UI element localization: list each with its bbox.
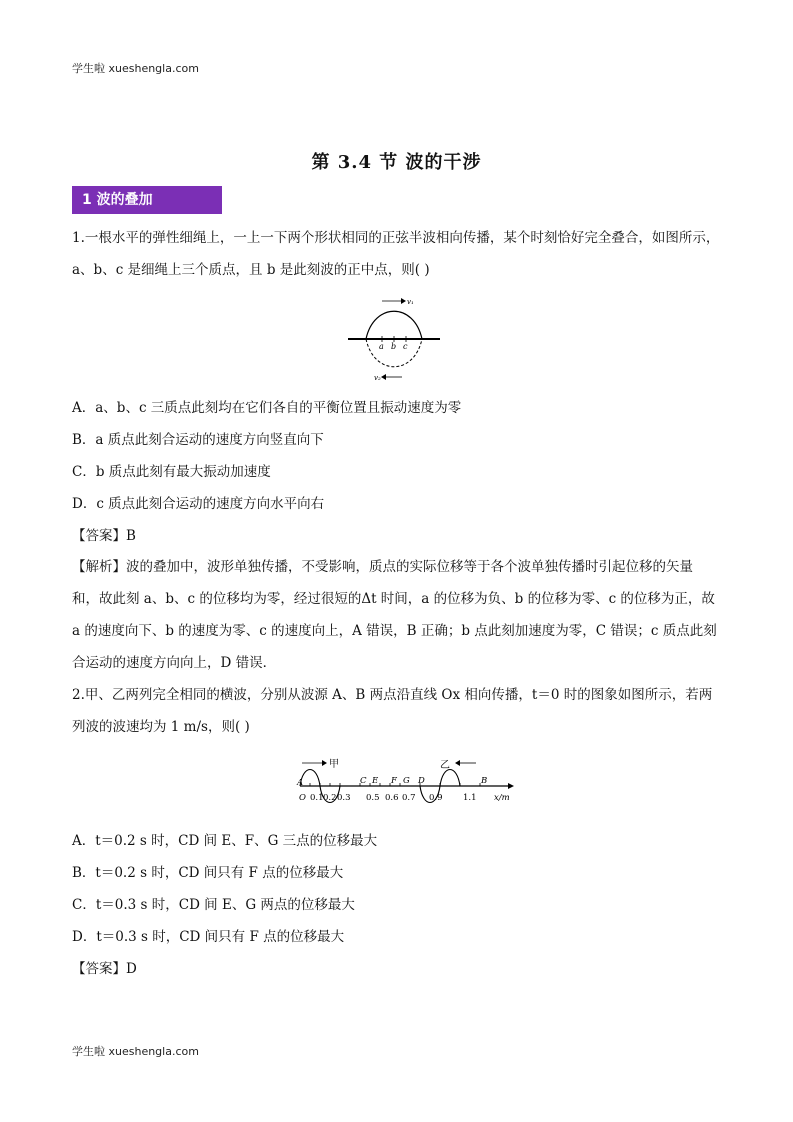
tick-0.7: 0.7 <box>402 793 416 803</box>
q2-option-b: B．t＝0.2 s 时，CD 间只有 F 点的位移最大 <box>72 865 344 881</box>
upper-half-wave <box>366 311 422 339</box>
q2-stem-line2: 列波的波速均为 1 m/s，则( ) <box>72 719 250 735</box>
yi-label: 乙 <box>440 760 450 771</box>
q2-wave-figure <box>290 756 520 812</box>
tick-0.5: 0.5 <box>366 793 380 803</box>
q1-option-d: D．c 质点此刻合运动的速度方向水平向右 <box>72 496 325 512</box>
q1-analysis-line4: 合运动的速度方向向上，D 错误． <box>72 655 277 671</box>
point-E-label: E <box>372 776 379 786</box>
q1-answer: 【答案】B <box>72 528 136 544</box>
q1-analysis-line3: a 的速度向下、b 的速度为零、c 的速度向上，A 错误，B 正确；b 点此刻加速度为零，C 错误；c 质点此刻 <box>72 623 717 639</box>
page-footer: 学生啦 xueshengla.com <box>72 1045 199 1058</box>
tick-0.1: 0.1 <box>310 793 324 803</box>
tick-0.9: 0.9 <box>429 793 443 803</box>
jia-label: 甲 <box>329 759 339 770</box>
tick-0.2: 0.2 <box>323 793 337 803</box>
page-header: 学生啦 xueshengla.com <box>72 62 199 75</box>
page-title: 第 3.4 节 波的干涉 <box>311 152 482 173</box>
q1-analysis-line2: 和，故此刻 a、b、c 的位移均为零，经过很短的Δt 时间，a 的位移为负、b 的位移为零、c 的位移为正，故 <box>72 591 715 607</box>
q2-option-c: C．t＝0.3 s 时，CD 间 E、G 两点的位移最大 <box>72 897 355 913</box>
point-c-label: c <box>403 342 408 351</box>
point-C-label: C <box>360 776 367 786</box>
tick-1.1: 1.1 <box>463 793 477 803</box>
q2-stem-line1: 2.甲、乙两列完全相同的横波，分别从波源 A、B 两点沿直线 Ox 相向传播，t＝0 时的图象如图所示，若两 <box>72 687 713 703</box>
q2-option-d: D．t＝0.3 s 时，CD 间只有 F 点的位移最大 <box>72 929 345 945</box>
q1-analysis-line1: 【解析】波的叠加中，波形单独传播，不受影响，质点的实际位移等于各个波单独传播时引起位移的矢量 <box>72 559 693 575</box>
axis-label: x/m <box>494 793 510 803</box>
point-F-label: F <box>391 776 397 786</box>
q1-option-a: A．a、b、c 三质点此刻均在它们各自的平衡位置且振动速度为零 <box>72 400 462 416</box>
v2-label: v₂ <box>374 374 381 382</box>
point-a-label: a <box>379 342 384 351</box>
point-b-label: b <box>391 342 397 351</box>
q2-option-a: A．t＝0.2 s 时，CD 间 E、F、G 三点的位移最大 <box>72 833 378 849</box>
q1-option-c: C．b 质点此刻有最大振动加速度 <box>72 464 271 480</box>
point-D-label: D <box>418 776 425 786</box>
origin-O-label: O <box>299 793 306 803</box>
point-G-label: G <box>403 776 410 786</box>
section-heading: 1 波的叠加 <box>72 186 222 214</box>
q2-answer: 【答案】D <box>72 961 137 977</box>
tick-0.3: 0.3 <box>337 793 351 803</box>
tick-0.6: 0.6 <box>385 793 399 803</box>
point-B-label: B <box>481 776 488 786</box>
q1-option-b: B．a 质点此刻合运动的速度方向竖直向下 <box>72 432 324 448</box>
point-A-label: A <box>297 778 304 788</box>
q1-wave-figure <box>346 294 442 384</box>
v1-label: v₁ <box>407 298 414 306</box>
q1-stem-line1: 1.一根水平的弹性细绳上，一上一下两个形状相同的正弦半波相向传播，某个时刻恰好完全叠合，如图所示， <box>72 230 720 246</box>
q1-stem-line2: a、b、c 是细绳上三个质点，且 b 是此刻波的正中点，则( ) <box>72 262 430 278</box>
